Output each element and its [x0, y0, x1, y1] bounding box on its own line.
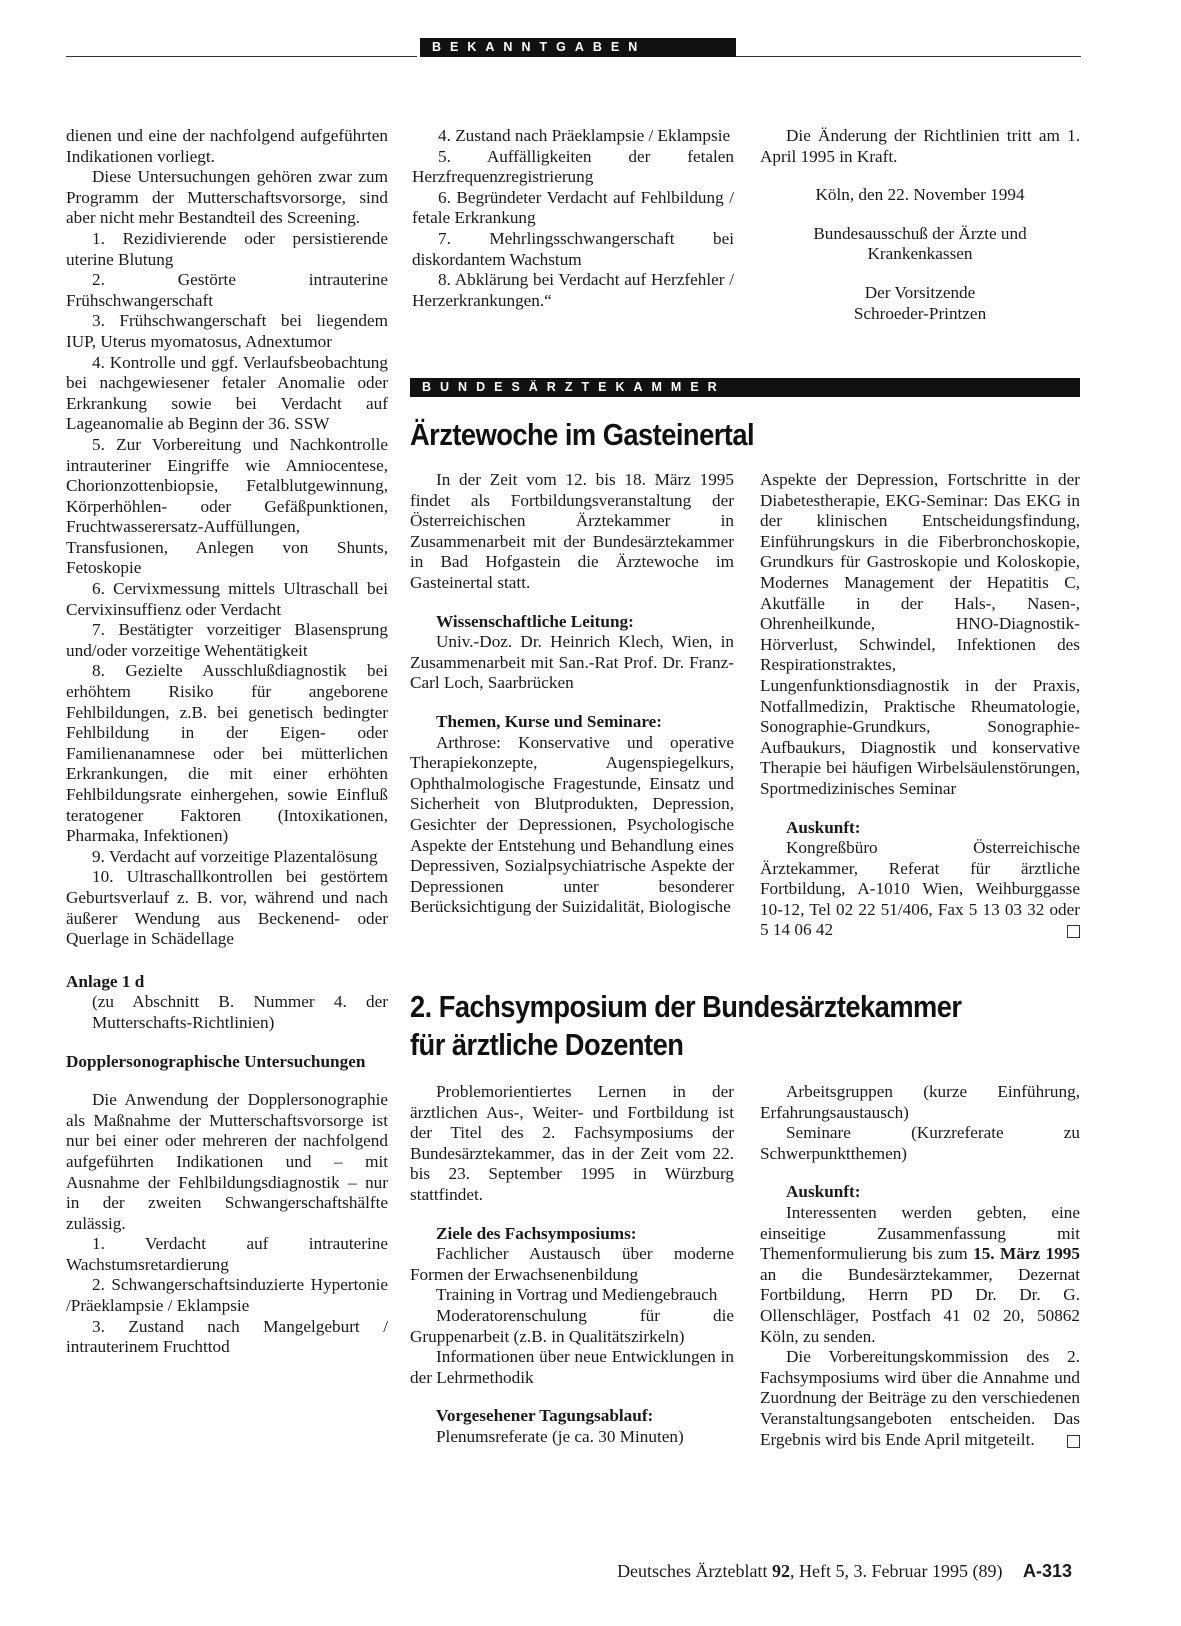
paragraph: Diese Untersuchungen gehören zwar zum Programm der Mutterschaftsvorsorge, sind aber nicht mehr Bestandteil des Screening. — [66, 167, 388, 228]
column-3-top — [760, 126, 1080, 324]
doppler-title: Dopplersonographische Untersuchungen — [66, 1051, 366, 1071]
paragraph: Univ.-Doz. Dr. Heinrich Klech, Wien, in Zusammenarbeit mit San.-Rat Prof. Dr. Franz-Carl Loch, Saarbrücken — [410, 632, 734, 693]
column-1 — [66, 126, 388, 1358]
list-item: 1. Rezidivierende oder persistierende uterine Blutung — [66, 228, 388, 269]
section-band-bekanntgaben: BEKANNTGABEN — [420, 38, 736, 57]
paragraph — [760, 1203, 1080, 1347]
auskunft-title: Auskunft: — [786, 1182, 861, 1202]
list-item: Moderatorenschulung für die Gruppenarbeit (z.B. in Qualitätszirkeln) — [410, 1305, 734, 1346]
list-item: Arbeitsgruppen (kurze Einführung, Erfahrungsaustausch) — [760, 1082, 1080, 1122]
article-2-headline-line-2: für ärztliche Dozenten — [410, 1027, 684, 1062]
paragraph: Die Anwendung der Dopplersonographie als Maßnahme der Mutterschaftsvorsorge ist nur bei einer oder mehreren der nachfolgend aufgeführten Indikationen und – mit Ausnahme der Fehlbildungsdiagnostik – nur in der zweiten Schwangerschaftshälfte zulässig. — [66, 1090, 388, 1233]
list-item: 8. Abklärung bei Verdacht auf Herzfehler / Herzerkrankungen.“ — [412, 270, 734, 310]
final-text: Die Vorbereitungskommission des 2. Fachsymposiums wird über die Annahme und Zuordnung der Beiträge zu den verschiedenen Veranstaltungsangeboten entscheiden. Das Ergebnis wird bis Ende April mitgeteilt. — [760, 1347, 1080, 1449]
article-2-column-1 — [410, 1082, 734, 1448]
list-item: Informationen über neue Entwicklungen in der Lehrmethodik — [410, 1347, 734, 1387]
page-number: A-313 — [1022, 1561, 1072, 1581]
paragraph — [760, 1347, 1080, 1450]
paragraph: Problemorientiertes Lernen in der ärztlichen Aus-, Weiter- und Fortbildung ist der Titel des 2. Fachsymposiums der Bundesärztekammer, das in der Zeit vom 22. bis 23. September 1995 in Würzburg stattfindet. — [410, 1082, 734, 1204]
effective-date-text: Die Änderung der Richtlinien tritt am 1. April 1995 in Kraft. — [760, 126, 1080, 166]
list-item: Fachlicher Austausch über moderne Formen der Erwachsenenbildung — [410, 1244, 734, 1284]
auskunft-text-start: Interessenten werden gebten, eine einseitige Zusammenfassung mit Themenformulierung bis zum — [760, 1202, 1080, 1264]
list-item: Seminare (Kurzreferate zu Schwerpunktthemen) — [760, 1123, 1080, 1163]
paragraph: In der Zeit vom 12. bis 18. März 1995 findet als Fortbildungsveranstaltung der Österreichischen Ärztekammer in Zusammenarbeit mit der Bundesärztekammer in Bad Hofgastein die Ärztewoche im Gasteinertal statt. — [410, 470, 734, 592]
anlage-title: Anlage 1 d — [66, 971, 145, 991]
list-item: 6. Begründeter Verdacht auf Fehlbildung / fetale Erkrankung — [412, 187, 734, 228]
ziele-title: Ziele des Fachsymposiums: — [436, 1223, 637, 1243]
column-2-top — [412, 126, 734, 311]
leitung-title: Wissenschaftliche Leitung: — [436, 611, 634, 631]
ablauf-title: Vorgesehener Tagungsablauf: — [436, 1406, 654, 1426]
auskunft-text-end: an die Bundesärztekammer, Dezernat Fortbildung, Herrn PD Dr. Dr. G. Ollenschläger, Postfach 41 02 20, 50862 Köln, zu senden. — [760, 1264, 1080, 1346]
end-mark-icon — [1067, 925, 1080, 938]
paragraph: Aspekte der Depression, Fortschritte in der Diabetestherapie, EKG-Seminar: Das EKG in der klinischen Entscheidungsfindung, Einführungskurs in die Fiberbronchoskopie, Grundkurs für Gastroskopie und Koloskopie, Modernes Management der Hepatitis C, Akutfälle in der Hals-, Nasen-, Ohrenheilkunde, HNO-Diagnostik-Hörverlust, Schwindel, Infektionen des Respirationstraktes, Lungenfunktionsdiagnostik in der Praxis, Notfallmedizin, Praktische Rheumatologie, Sonographie-Grundkurs, Sonographie-Aufbaukurs, Diagnostik und konservative Therapie bei häufigen Wirbelsäulenstörungen, Sportmedizinisches Seminar — [760, 470, 1080, 798]
article-1-column-1 — [410, 470, 734, 918]
list-item: 5. Zur Vorbereitung und Nachkontrolle intrauteriner Eingriffe wie Amniocentese, Chorionzottenbiopsie, Fetalblutgewinnung, Körperhöhlen- oder Gefäßpunktionen, Fruchtwasserersatz-Auffüllungen, Transfusionen, Anlegen von Shunts, Fetoskopie — [66, 434, 388, 578]
list-item: 4. Kontrolle und ggf. Verlaufsbeobachtung bei nachgewiesener fetaler Anomalie oder Erkrankung sowie bei Verdacht auf Lageanomalie ab Beginn der 36. SSW — [66, 352, 388, 434]
list-item: Training in Vortrag und Mediengebrauch — [436, 1285, 718, 1305]
list-item: 6. Cervixmessung mittels Ultraschall bei Cervixinsuffienz oder Verdacht — [66, 579, 388, 619]
paragraph — [760, 838, 1080, 941]
header-rule-right — [736, 56, 1081, 57]
list-item: 7. Bestätigter vorzeitiger Blasensprung und/oder vorzeitige Wehentätigkeit — [66, 620, 388, 660]
journal-name: Deutsches Ärzteblatt — [617, 1561, 768, 1581]
list-item: 5. Auffälligkeiten der fetalen Herzfrequenzregistrierung — [412, 146, 734, 187]
end-mark-icon — [1067, 1435, 1080, 1448]
chair-name: Schroeder-Printzen — [853, 303, 987, 323]
place-date: Köln, den 22. November 1994 — [815, 185, 1025, 205]
chair-title: Der Vorsitzende — [864, 282, 976, 302]
list-item: 3. Zustand nach Mangelgeburt / intrauterinem Fruchttod — [66, 1316, 388, 1357]
list-item: 2. Gestörte intrauterine Frühschwangerschaft — [66, 270, 388, 310]
issue-info: , Heft 5, 3. Februar 1995 (89) — [790, 1561, 1003, 1581]
section-band-bundesaerztekammer: BUNDESÄRZTEKAMMER — [410, 378, 1080, 397]
committee-name: Bundesausschuß der Ärzte und Krankenkassen — [813, 223, 1027, 264]
themen-title: Themen, Kurse und Seminare: — [436, 711, 662, 731]
list-item: 4. Zustand nach Präeklampsie / Eklampsie — [438, 126, 731, 145]
list-item: 8. Gezielte Ausschlußdiagnostik bei erhöhtem Risiko für angeborene Fehlbildungen, z.B. bei genetisch bedingter Fehlbildung in der Eigen- oder Familienanamnese oder bei mütterlichen Erkrankungen, die mit einer erhöhten Fehlbildungsrate einhergehen, sowie Einfluß teratogener Faktoren (Intoxikationen, Pharmaka, Infektionen) — [66, 661, 388, 846]
list-item: 7. Mehrlingsschwangerschaft bei diskordantem Wachstum — [412, 228, 734, 269]
list-item: 2. Schwangerschaftsinduzierte Hypertonie /Präeklampsie / Eklampsie — [66, 1275, 388, 1316]
article-2-column-2 — [760, 1082, 1080, 1450]
auskunft-title: Auskunft: — [786, 817, 861, 837]
paragraph: Arthrose: Konservative und operative Therapiekonzepte, Augenspiegelkurs, Ophthalmologische Fragestunde, Einsatz und Sicherheit von Blutprodukten, Depression, Gesichter der Depressionen, Psychologische Aspekte der Entstehung und Behandlung eines Depressiven, Sozialpsychiatrische Aspekte der Depressionen unter besonderer Berücksichtigung der Suizidalität, Biologische — [410, 732, 734, 917]
footer — [617, 1561, 1072, 1582]
list-item: 10. Ultraschallkontrollen bei gestörtem Geburtsverlauf z. B. vor, während und nach äußerer Wendung aus Beckenend- oder Querlage in Schädellage — [66, 867, 388, 949]
paragraph: dienen und eine der nachfolgend aufgeführten Indikationen vorliegt. — [66, 126, 388, 166]
auskunft-text: Kongreßbüro Österreichische Ärztekammer, Referat für ärztliche Fortbildung, A-1010 Wien, Weihburggasse 10-12, Tel 02 22 51/406, Fax 5 13 03 32 oder 5 14 06 42 — [760, 838, 1080, 940]
list-item: 3. Frühschwangerschaft bei liegendem IUP, Uterus myomatosus, Adnextumor — [66, 311, 388, 351]
list-item: Plenumsreferate (je ca. 30 Minuten) — [436, 1426, 684, 1446]
article-1-headline: Ärztewoche im Gasteinertal — [410, 417, 755, 452]
header-rule-left — [66, 56, 417, 57]
anlage-subtitle: (zu Abschnitt B. Nummer 4. der Mutterschafts-Richtlinien) — [92, 992, 388, 1032]
volume-number: 92 — [772, 1561, 791, 1581]
article-1-column-2 — [760, 470, 1080, 941]
article-2-headline-line-1: 2. Fachsymposium der Bundesärztekammer — [410, 989, 962, 1024]
deadline-date: 15. März 1995 — [973, 1244, 1080, 1264]
list-item: 1. Verdacht auf intrauterine Wachstumsretardierung — [66, 1234, 388, 1274]
list-item: 9. Verdacht auf vorzeitige Plazentalösung — [92, 846, 378, 866]
